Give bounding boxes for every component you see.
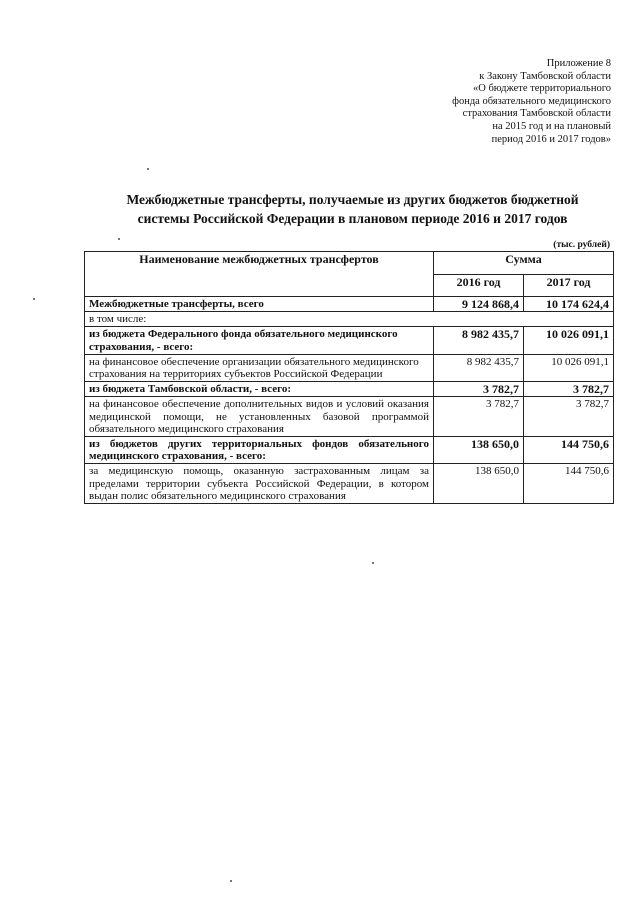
- table-row-federal-detail: [85, 354, 614, 381]
- row-value-2016: 9 124 868,4: [434, 297, 524, 312]
- row-value-2017: 3 782,7: [524, 382, 614, 397]
- row-value-2016: 138 650,0: [434, 464, 524, 504]
- scan-speck: [230, 880, 232, 882]
- appendix-reference: [452, 58, 611, 146]
- appendix-line: к Закону Тамбовской области: [479, 70, 611, 82]
- document-title: [80, 190, 625, 228]
- table-header-row: [85, 252, 614, 275]
- row-value-2016: 8 982 435,7: [434, 327, 524, 354]
- appendix-line: страхования Тамбовской области: [462, 108, 611, 120]
- row-name: из бюджета Тамбовской области, - всего:: [85, 382, 434, 397]
- header-sum: Сумма: [434, 252, 614, 275]
- title-line-1: Межбюджетные трансферты, получаемые из других бюджетов бюджетной: [126, 192, 579, 207]
- appendix-line: на 2015 год и на плановый: [492, 120, 611, 132]
- table-row-federal-fund: [85, 327, 614, 354]
- row-value-2016: 8 982 435,7: [434, 354, 524, 381]
- title-line-2: системы Российской Федерации в плановом периоде 2016 и 2017 годов: [137, 211, 568, 226]
- row-value-2017: 144 750,6: [524, 437, 614, 464]
- table-row-regional-detail: [85, 397, 614, 437]
- row-value-2017: 3 782,7: [524, 397, 614, 437]
- row-value-2017: 10 026 091,1: [524, 354, 614, 381]
- header-year-2017: 2017 год: [524, 274, 614, 297]
- header-year-2016: 2016 год: [434, 274, 524, 297]
- appendix-line: период 2016 и 2017 годов»: [491, 133, 611, 145]
- table-row-including: [85, 312, 614, 327]
- table-row-other-funds-detail: [85, 464, 614, 504]
- row-name: из бюджетов других территориальных фондов обязательного медицинского страхования, - всего:: [85, 437, 434, 464]
- row-name: на финансовое обеспечение дополнительных видов и условий оказания медицинской помощи, не установленных базовой программой обязательного медицинского страхования: [85, 397, 434, 437]
- scan-speck: [147, 168, 149, 170]
- scan-speck: [33, 298, 35, 300]
- table-row-other-funds: [85, 437, 614, 464]
- row-value-2016: 3 782,7: [434, 397, 524, 437]
- row-value-2016: 3 782,7: [434, 382, 524, 397]
- row-name: за медицинскую помощь, оказанную застрахованным лицам за пределами территории субъекта Российской Федерации, в котором выдан полис обязательного медицинского страхования: [85, 464, 434, 504]
- table-row-total: [85, 297, 614, 312]
- row-name: из бюджета Федерального фонда обязательного медицинского страхования, - всего:: [85, 327, 434, 354]
- units-label: (тыс. рублей): [553, 240, 610, 250]
- row-value-2017: 10 026 091,1: [524, 327, 614, 354]
- scan-speck: [372, 562, 374, 564]
- row-name: на финансовое обеспечение организации обязательного медицинского страхования на территориях субъектов Российской Федерации: [85, 354, 434, 381]
- appendix-line: фонда обязательного медицинского: [452, 95, 611, 107]
- appendix-line: Приложение 8: [546, 58, 611, 69]
- row-name: Межбюджетные трансферты, всего: [85, 297, 434, 312]
- table-row-regional-budget: [85, 382, 614, 397]
- transfers-table: [84, 251, 614, 504]
- row-value-2017: 10 174 624,4: [524, 297, 614, 312]
- header-name: Наименование межбюджетных трансфертов: [85, 252, 434, 297]
- scan-speck: [118, 238, 120, 240]
- row-value-2017: 144 750,6: [524, 464, 614, 504]
- row-name: в том числе:: [85, 312, 614, 327]
- row-value-2016: 138 650,0: [434, 437, 524, 464]
- appendix-line: «О бюджете территориального: [473, 83, 611, 95]
